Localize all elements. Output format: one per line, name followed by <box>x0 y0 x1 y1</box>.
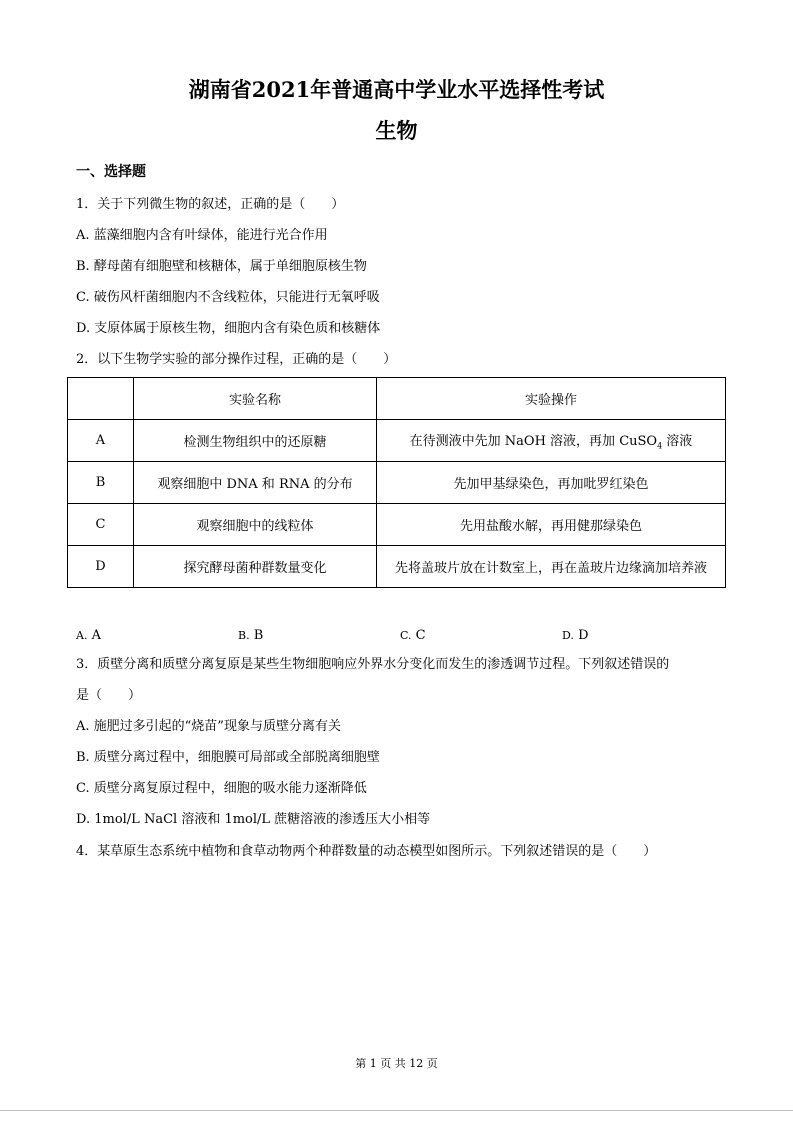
table-row <box>68 462 726 504</box>
q1-option-a: A. 蓝藻细胞内含有叶绿体，能进行光合作用 <box>76 228 328 243</box>
option-value: D <box>578 628 589 643</box>
row-key: C <box>68 504 134 546</box>
table-header-cell: 实验名称 <box>134 378 377 420</box>
row-experiment-operation: 先加甲基绿染色，再加吡罗红染色 <box>377 462 726 504</box>
table-header-cell: 实验操作 <box>377 378 726 420</box>
subject-title: 生物 <box>375 118 418 143</box>
q2-options <box>0 627 793 645</box>
q2-option-a <box>76 627 101 645</box>
q2-option-c <box>400 627 426 645</box>
table-row <box>68 420 726 462</box>
q1-option-b: B. 酵母菌有细胞壁和核糖体，属于单细胞原核生物 <box>76 259 367 274</box>
operation-subscript: 4 <box>657 441 663 451</box>
row-experiment-name: 探究酵母菌种群数量变化 <box>134 546 377 588</box>
page-title: 湖南省2021年普通高中学业水平选择性考试 <box>188 77 605 102</box>
q1-option-c: C. 破伤风杆菌细胞内不含线粒体，只能进行无氧呼吸 <box>76 290 380 305</box>
option-key: A. <box>76 629 88 642</box>
row-experiment-name: 观察细胞中的线粒体 <box>134 504 377 546</box>
q3-option-d: D. 1mol/L NaCl 溶液和 1mol/L 蔗糖溶液的渗透压大小相等 <box>76 812 431 827</box>
q2-option-b <box>238 627 263 645</box>
page-divider <box>0 1110 793 1111</box>
q3-stem-line1: 3．质壁分离和质壁分离复原是某些生物细胞响应外界水分变化而发生的渗透调节过程。下列叙述错误的 <box>76 657 670 672</box>
table-row <box>68 504 726 546</box>
q1-stem: 1．关于下列微生物的叙述，正确的是（ ） <box>76 197 345 212</box>
q2-stem: 2．以下生物学实验的部分操作过程，正确的是（ ） <box>76 352 397 367</box>
row-experiment-operation <box>377 420 726 462</box>
experiment-table <box>67 377 726 588</box>
q3-stem-line2: 是（ ） <box>76 688 142 703</box>
row-key: A <box>68 420 134 462</box>
option-key: C. <box>400 629 412 642</box>
table-row <box>68 546 726 588</box>
operation-text-tail: 溶液 <box>662 434 693 450</box>
operation-text: 在待测液中先加 NaOH 溶液，再加 CuSO <box>409 434 658 450</box>
row-key: D <box>68 546 134 588</box>
option-value: B <box>253 628 264 643</box>
option-value: C <box>415 628 426 643</box>
row-experiment-name: 观察细胞中 DNA 和 RNA 的分布 <box>134 462 377 504</box>
row-experiment-operation: 先将盖玻片放在计数室上，再在盖玻片边缘滴加培养液 <box>377 546 726 588</box>
q3-option-c: C. 质壁分离复原过程中，细胞的吸水能力逐渐降低 <box>76 781 367 796</box>
section-heading: 一、选择题 <box>76 164 146 180</box>
option-value: A <box>91 628 101 643</box>
row-key: B <box>68 462 134 504</box>
row-experiment-operation: 先用盐酸水解，再用健那绿染色 <box>377 504 726 546</box>
q2-option-d <box>562 627 589 645</box>
q4-stem: 4．某草原生态系统中植物和食草动物两个种群数量的动态模型如图所示。下列叙述错误的是（ ） <box>76 844 657 859</box>
table-header-cell <box>68 378 134 420</box>
q1-option-d: D. 支原体属于原核生物，细胞内含有染色质和核糖体 <box>76 321 381 336</box>
q3-option-a: A. 施肥过多引起的“烧苗”现象与质壁分离有关 <box>76 719 341 734</box>
row-experiment-name: 检测生物组织中的还原糖 <box>134 420 377 462</box>
table-header-row <box>68 378 726 420</box>
q3-option-b: B. 质壁分离过程中，细胞膜可局部或全部脱离细胞壁 <box>76 750 380 765</box>
option-key: D. <box>562 629 574 642</box>
page-number: 第 1 页 共 12 页 <box>355 1057 438 1070</box>
option-key: B. <box>238 629 250 642</box>
